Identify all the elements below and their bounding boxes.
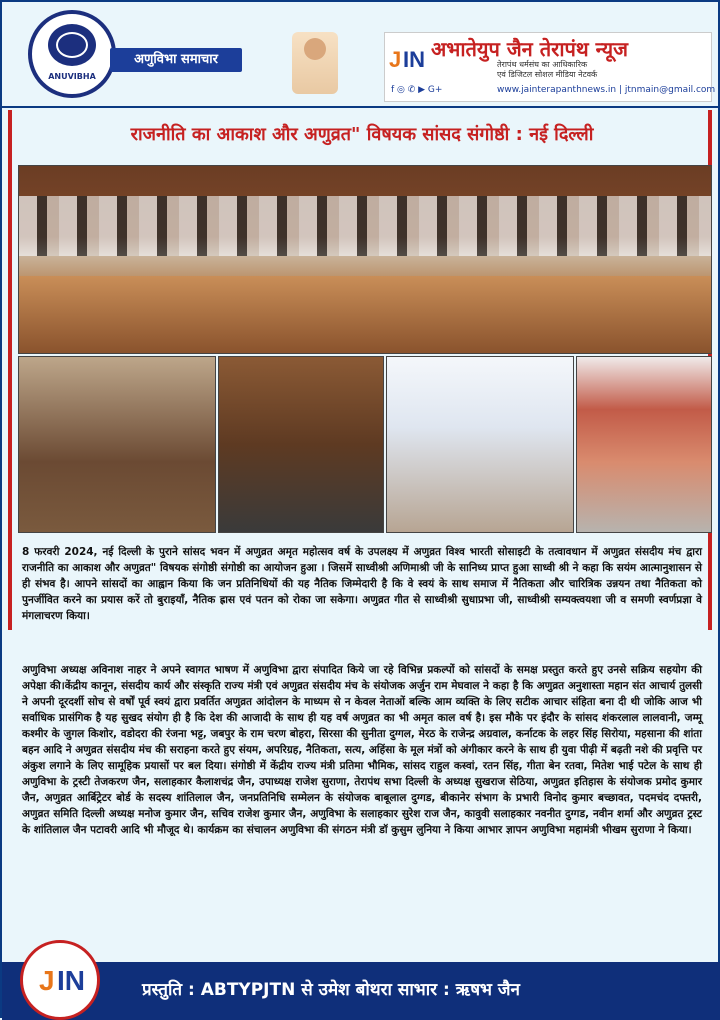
footer-credit: प्रस्तुति : ABTYPJTN से उमेश बोथरा साभार : ऋषभ जैन (142, 980, 520, 1000)
footer-jin-logo-icon: J IN (20, 940, 100, 1020)
jtn-title: अभातेयुप जैन तेरापंथ न्यूज (431, 37, 628, 61)
anuvibha-logo-text: ANUVIBHA (48, 72, 96, 81)
anuvibha-logo (28, 10, 116, 98)
photo-people (19, 196, 711, 256)
jtn-website[interactable]: www.jainterapanthnews.in | jtnmain@gmail.com (497, 85, 716, 95)
main-photo (18, 165, 712, 354)
left-accent-bar (8, 110, 12, 630)
photo-table (19, 276, 711, 353)
social-icons[interactable]: f ◎ ✆ ▶ G+ (391, 85, 443, 95)
globe-icon (48, 24, 96, 66)
photo-speakers (218, 356, 384, 533)
header-divider (2, 106, 720, 108)
photo-group-outdoor (576, 356, 712, 533)
jin-logo-icon: J IN (389, 47, 425, 72)
headline: राजनीति का आकाश और अणुव्रत" विषयक सांसद संगोष्ठी : नई दिल्ली (130, 124, 594, 145)
jtn-tagline-2: एवं डिजिटल सोशल मीडिया नेटवर्क (497, 70, 598, 79)
article-paragraph-1: 8 फरवरी 2024, नई दिल्ली के पुराने सांसद भवन में अणुव्रत अमृत महोत्सव वर्ष के उपलक्ष्य में अणुव्रत विश्व भारती सोसाइटी के तत्वावधान में अणुव्रत संसदीय मंच द्वारा राजनीति का आकाश और अणुव्रत" विषयक संगोष्ठी संगोष्ठी का आयोजन हुआ । जिसमें साध्वीश्री अणिमाश्री जी के सानिध्य प्राप्त हुआ साध्वी श्री ने कहा कि सयंम आत्मानुशासन से ही संभव है। आपने सांसदों का आह्वान किया कि जन प्रतिनिधियों की यह नैतिक जिम्मेदारी है कि वे स्वयं के साथ समाज में नैतिकता और चारित्रिक उन्नयन तथा नैतिकता को पुनर्जीवित करने का प्रयास करें तो बुराइयाँ, नैतिक ह्रास एवं पतन को रोका जा सकेगा। अणुव्रत गीत से साध्वीश्री सुधाप्रभा जी, साध्वीश्री सम्यक्त्वयशा जी व समणी स्वर्णप्रज्ञा वे मंगलाचरण किया। (22, 546, 702, 622)
jtn-masthead (384, 32, 716, 102)
jtn-tagline: तेरापंथ धर्मसंघ का आधिकारिक (497, 60, 588, 69)
article-paragraph-2: अणुविभा अध्यक्ष अविनाश नाहर ने अपने स्वागत भाषण में अणुविभा द्वारा संपादित किये जा रहे विभिन्न प्रकल्पों को सांसदों के समक्ष प्रस्तुत करते हुए उनसे सक्रिय सहयोग की अपेक्षा की।केंद्रीय कानून, संसदीय कार्य और संस्कृति राज्य मंत्री एवं अणुव्रत संसदीय मंच के संयोजक अर्जुन राम मेघवाल ने कहा है कि अणुव्रत अनुशास्ता महान संत आचार्य तुलसी ने अपनी दूरदर्शी सोच से वर्षों पूर्व स्वयं द्वारा प्रवर्तित अणुव्रत आंदोलन के माध्यम से न केवल नेताओं बल्कि आम व्यक्ति के लिए सटीक आचार संहिता बना दी थी जोकि आज भी सर्वाधिक प्रासंगिक है यह सुखद संयोग ही है कि देश की आजादी के साथ ही यह वर्ष अणुव्रत का भी अमृत काल वर्ष है। इस मौके पर इंदौर के सांसद शंकरलाल लालवानी, जम्मू कश्मीर के जुगल किशोर, वडोदरा की रंजना भट्ट, जबपुर के राम चरण बोहरा, सिरसा की सुनीता दुग्गल, मेरठ के राजेन्द्र अग्रवाल, कर्नाटक के लहर सिंह सिरोया, महसाना की शांता बहन आदि ने अणुव्रत संसदीय मंच की सराहना करते हुए संयम, अपरिग्रह, नैतिकता, सत्य, अहिंसा के मूल मंत्रों को अंगीकार करने के साथ ही युवा पीढ़ी में बढ़ती नशे की प्रवृत्ति पर अंकुश लगाने के लिए सामूहिक प्रयासों पर बल दिया। संगोष्ठी में केंद्रीय राज्य मंत्री प्रतिमा भौमिक, सांसद राहुल कस्वां, रतन सिंह, गीता बेन रतवा, मितेश भाई पटेल के साथ ही अणुविभा के ट्रस्टी तेजकरण जैन, सलाहकार कैलाशचंद्र जैन, उपाध्यक्ष राजेश सुराणा, तेरापंथ सभा दिल्ली के अध्यक्ष सुखराज सेठिया, अणुव्रत इतिहास के संयोजक प्रमोद कुमार जैन, अणुव्रत आर्बिट्रेटर बोर्ड के सदस्य शांतिलाल जैन, जनप्रतिनिधि सम्मेलन के संयोजक बाबूलाल दुग्गड, बीकानेर संभाग के प्रभारी विनोद कुमार बच्छावत, पदमचंद दफ्तरी, अणुव्रत समिति दिल्ली अध्यक्ष मनोज कुमार जैन, सचिव राजेश कुमार जैन, अणुविभा के सलाहकार सुरेश राज जैन, कावुवी सलाहकार नवनीत दुग्गड, नवीन शर्मा और अणुव्रत ट्रस्ट के शांतिलाल जैन पटावरी आदि भी मौजूद थे। कार्यक्रम का संचालन अणुविभा की संगठन मंत्री डॉ कुसुम लुनिया ने किया आभार ज्ञापन अणुविभा महामंत्री भीखम सुराणा ने किया। (22, 664, 702, 836)
saint-portrait (292, 32, 338, 94)
header (10, 10, 714, 102)
photo-sadhvi-speaking (386, 356, 574, 533)
photo-meeting-hall (18, 356, 216, 533)
anuvibha-banner: अणुविभा समाचार (110, 48, 242, 72)
